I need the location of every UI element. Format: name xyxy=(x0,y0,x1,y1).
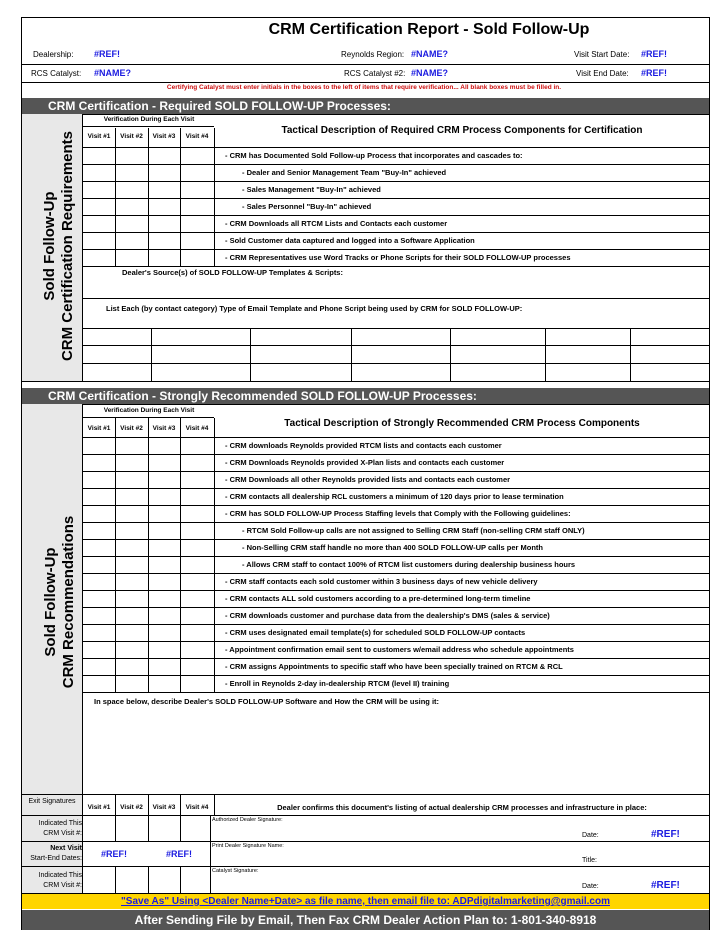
section1-item-7: - CRM Representatives use Word Tracks or Phone Scripts for their SOLD FOLLOW-UP processes xyxy=(225,253,571,262)
section1-row-1-visit-1-cell[interactable] xyxy=(83,148,115,164)
rcs-catalyst-label: RCS Catalyst: xyxy=(31,69,82,78)
section1-row-7-visit-4-cell[interactable] xyxy=(181,250,214,266)
section2-row-14-visit-1-cell[interactable] xyxy=(83,659,115,675)
section1-row-2-visit-1-cell[interactable] xyxy=(83,165,115,181)
section2-row-2-visit-4-cell[interactable] xyxy=(181,455,214,471)
section2-item-10: - CRM contacts ALL sold customers according to a pre-determined long-term timeline xyxy=(225,594,531,603)
section2-row-4-visit-3-cell[interactable] xyxy=(149,489,180,505)
fax-instruction: After Sending File by Email, Then Fax CRM Dealer Action Plan to: 1-801-340-8918 xyxy=(22,910,709,930)
section2-row-4-visit-1-cell[interactable] xyxy=(83,489,115,505)
section2-row-11-visit-1-cell[interactable] xyxy=(83,608,115,624)
section2-row-2-visit-3-cell[interactable] xyxy=(149,455,180,471)
section1-row-5-visit-4-cell[interactable] xyxy=(181,216,214,232)
indicated-visit-label-1: Indicated This CRM Visit #: xyxy=(38,820,82,837)
section1-row-4-visit-2-cell[interactable] xyxy=(116,199,148,215)
section2-row-11-visit-3-cell[interactable] xyxy=(149,608,180,624)
section2-item-8: - Allows CRM staff to contact 100% of RTCM list customers during dealership business hours xyxy=(242,560,576,569)
date-label-2: Date: xyxy=(582,883,599,890)
section1-visit2-header: Visit #2 xyxy=(120,133,143,140)
section1-row-3-visit-2-cell[interactable] xyxy=(116,182,148,198)
section2-row-6-visit-2-cell[interactable] xyxy=(116,523,148,539)
section2-row-5-visit-1-cell[interactable] xyxy=(83,506,115,522)
section1-row-7-visit-2-cell[interactable] xyxy=(116,250,148,266)
section1-side-subtitle: CRM Certification Requirements xyxy=(59,130,76,362)
section1-row-4-visit-4-cell[interactable] xyxy=(181,199,214,215)
dealership-value[interactable]: #REF! xyxy=(94,49,121,59)
section2-row-12-visit-1-cell[interactable] xyxy=(83,625,115,641)
print-dealer-label: Print Dealer Signature Name: xyxy=(212,843,284,849)
section1-row-5-visit-2-cell[interactable] xyxy=(116,216,148,232)
section2-row-14-visit-3-cell[interactable] xyxy=(149,659,180,675)
section2-row-3-visit-2-cell[interactable] xyxy=(116,472,148,488)
visit-end-label: Visit End Date: xyxy=(576,69,629,78)
section1-row-6-visit-3-cell[interactable] xyxy=(149,233,180,249)
section2-row-13-visit-4-cell[interactable] xyxy=(181,642,214,658)
warning-note: Certifying Catalyst must enter initials in the boxes to the left of items that require verification... All blank boxes must be filled in. xyxy=(166,84,562,91)
section1-item-6: - Sold Customer data captured and logged into a Software Application xyxy=(225,236,475,245)
section2-row-9-visit-1-cell[interactable] xyxy=(83,574,115,590)
section2-item-12: - CRM uses designated email template(s) for scheduled SOLD FOLLOW-UP contacts xyxy=(225,628,526,637)
section2-row-10-visit-3-cell[interactable] xyxy=(149,591,180,607)
section2-row-14-visit-4-cell[interactable] xyxy=(181,659,214,675)
dealer-confirm-text: Dealer confirms this document's listing of actual dealership CRM processes and infrastructure in place: xyxy=(277,803,647,812)
title-label: Title: xyxy=(582,857,597,864)
section1-item-2: - Dealer and Senior Management Team "Buy-In" achieved xyxy=(242,168,447,177)
section2-row-11-visit-2-cell[interactable] xyxy=(116,608,148,624)
section2-row-15-visit-3-cell[interactable] xyxy=(149,676,180,692)
section2-item-6: - RTCM Sold Follow-up calls are not assigned to Selling CRM Staff (non-selling CRM staff ONLY) xyxy=(242,526,585,535)
section2-row-9-visit-4-cell[interactable] xyxy=(181,574,214,590)
section1-row-7-visit-1-cell[interactable] xyxy=(83,250,115,266)
section2-row-6-visit-4-cell[interactable] xyxy=(181,523,214,539)
section2-row-15-visit-4-cell[interactable] xyxy=(181,676,214,692)
section1-side-title: Sold Follow-Up xyxy=(41,191,58,301)
date-value-2[interactable]: #REF! xyxy=(651,880,680,891)
dealership-label: Dealership: xyxy=(33,50,74,59)
section2-row-10-visit-2-cell[interactable] xyxy=(116,591,148,607)
section2-item-5: - CRM has SOLD FOLLOW-UP Process Staffing levels that Comply with the Following guidelines: xyxy=(225,509,571,518)
section2-row-13-visit-2-cell[interactable] xyxy=(116,642,148,658)
reynolds-region-label: Reynolds Region: xyxy=(341,50,405,59)
visit-start-label: Visit Start Date: xyxy=(574,50,630,59)
section2-describe-label: In space below, describe Dealer's SOLD FOLLOW-UP Software and How the CRM will be using it: xyxy=(94,697,440,706)
section2-band: CRM Certification - Strongly Recommended SOLD FOLLOW-UP Processes: xyxy=(22,388,709,404)
section1-row-5-visit-1-cell[interactable] xyxy=(83,216,115,232)
section2-row-1-visit-1-cell[interactable] xyxy=(83,438,115,454)
section2-row-15-visit-2-cell[interactable] xyxy=(116,676,148,692)
section2-row-3-visit-1-cell[interactable] xyxy=(83,472,115,488)
section2-row-8-visit-2-cell[interactable] xyxy=(116,557,148,573)
section1-item-4: - Sales Personnel "Buy-In" achieved xyxy=(242,202,372,211)
next-visit-label: Next Visit xyxy=(50,845,82,852)
sig-visit2-header: Visit #2 xyxy=(120,804,143,811)
section2-row-3-visit-3-cell[interactable] xyxy=(149,472,180,488)
section2-row-2-visit-1-cell[interactable] xyxy=(83,455,115,471)
section2-row-12-visit-4-cell[interactable] xyxy=(181,625,214,641)
section2-visit1-header: Visit #1 xyxy=(87,425,111,432)
section2-visit4-header: Visit #4 xyxy=(185,425,209,432)
section2-row-14-visit-2-cell[interactable] xyxy=(116,659,148,675)
section2-visit2-header: Visit #2 xyxy=(120,425,143,432)
section1-band: CRM Certification - Required SOLD FOLLOW-UP Processes: xyxy=(22,98,709,114)
authorized-signature-label: Authorized Dealer Signature: xyxy=(212,817,283,823)
section2-row-2-visit-2-cell[interactable] xyxy=(116,455,148,471)
section2-row-11-visit-4-cell[interactable] xyxy=(181,608,214,624)
section1-visit3-header: Visit #3 xyxy=(152,133,176,140)
section2-verification-header: Verification During Each Visit xyxy=(103,407,195,414)
section1-row-4-visit-1-cell[interactable] xyxy=(83,199,115,215)
section2-row-10-visit-1-cell[interactable] xyxy=(83,591,115,607)
section1-row-6-visit-1-cell[interactable] xyxy=(83,233,115,249)
section1-row-1-visit-4-cell[interactable] xyxy=(181,148,214,164)
section2-visit3-header: Visit #3 xyxy=(152,425,176,432)
save-as-instruction: "Save As" Using <Dealer Name+Date> as file name, then email file to: ADPdigitalmarketing@gmail.com xyxy=(22,894,709,909)
visit-end-value[interactable]: #REF! xyxy=(641,68,668,78)
section1-row-2-visit-3-cell[interactable] xyxy=(149,165,180,181)
section2-item-7: - Non-Selling CRM staff handle no more than 400 SOLD FOLLOW-UP calls per Month xyxy=(242,543,543,552)
section1-row-4-visit-3-cell[interactable] xyxy=(149,199,180,215)
section2-row-3-visit-4-cell[interactable] xyxy=(181,472,214,488)
section2-side-subtitle: CRM Recommendations xyxy=(60,515,77,689)
section2-item-1: - CRM downloads Reynolds provided RTCM lists and contacts each customer xyxy=(225,441,502,450)
section1-row-7-visit-3-cell[interactable] xyxy=(149,250,180,266)
section2-row-4-visit-4-cell[interactable] xyxy=(181,489,214,505)
section1-column-header: Tactical Description of Required CRM Process Components for Certification xyxy=(281,125,643,136)
section1-row-6-visit-4-cell[interactable] xyxy=(181,233,214,249)
section2-row-8-visit-1-cell[interactable] xyxy=(83,557,115,573)
section1-row-6-visit-2-cell[interactable] xyxy=(116,233,148,249)
section1-verification-header: Verification During Each Visit xyxy=(103,116,195,123)
sig-visit4-header: Visit #4 xyxy=(185,804,209,811)
section2-row-7-visit-1-cell[interactable] xyxy=(83,540,115,556)
section2-row-13-visit-1-cell[interactable] xyxy=(83,642,115,658)
section2-row-5-visit-3-cell[interactable] xyxy=(149,506,180,522)
section1-item-5: - CRM Downloads all RTCM Lists and Contacts each customer xyxy=(225,219,448,228)
section2-row-9-visit-3-cell[interactable] xyxy=(149,574,180,590)
section2-row-5-visit-4-cell[interactable] xyxy=(181,506,214,522)
next-visit-start-value[interactable]: #REF! xyxy=(101,849,128,859)
section2-row-8-visit-4-cell[interactable] xyxy=(181,557,214,573)
sig-visit3-header: Visit #3 xyxy=(152,804,176,811)
section2-row-6-visit-1-cell[interactable] xyxy=(83,523,115,539)
section1-item-1: - CRM has Documented Sold Follow-up Process that incorporates and cascades to: xyxy=(225,151,523,160)
sig-visit1-header: Visit #1 xyxy=(87,804,111,811)
date-label-1: Date: xyxy=(582,832,599,839)
section1-item-3: - Sales Management "Buy-In" achieved xyxy=(242,185,381,194)
section1-row-1-visit-2-cell[interactable] xyxy=(116,148,148,164)
section1-row-3-visit-3-cell[interactable] xyxy=(149,182,180,198)
section2-side-title: Sold Follow-Up xyxy=(42,547,59,657)
visit-start-value[interactable]: #REF! xyxy=(641,49,668,59)
section2-row-1-visit-2-cell[interactable] xyxy=(116,438,148,454)
catalyst-signature-label: Catalyst Signature: xyxy=(212,868,259,874)
page-title: CRM Certification Report - Sold Follow-Up xyxy=(268,21,590,38)
section2-row-1-visit-4-cell[interactable] xyxy=(181,438,214,454)
section2-item-3: - CRM Downloads all other Reynolds provided lists and contacts each customer xyxy=(225,475,511,484)
start-end-label: Start-End Dates: xyxy=(30,855,82,862)
section2-row-8-visit-3-cell[interactable] xyxy=(149,557,180,573)
next-visit-end-value[interactable]: #REF! xyxy=(166,849,193,859)
section2-row-10-visit-4-cell[interactable] xyxy=(181,591,214,607)
section1-visit4-header: Visit #4 xyxy=(185,133,209,140)
section1-sources-label: Dealer's Source(s) of SOLD FOLLOW-UP Templates & Scripts: xyxy=(122,268,343,277)
section2-row-7-visit-4-cell[interactable] xyxy=(181,540,214,556)
section1-visit1-header: Visit #1 xyxy=(87,133,111,140)
section1-row-3-visit-4-cell[interactable] xyxy=(181,182,214,198)
section2-item-14: - CRM assigns Appointments to specific staff who have been specially trained on RTCM & RCL xyxy=(225,662,563,671)
section2-row-12-visit-2-cell[interactable] xyxy=(116,625,148,641)
section2-row-9-visit-2-cell[interactable] xyxy=(116,574,148,590)
section2-item-4: - CRM contacts all dealership RCL customers a minimum of 120 days prior to lease termination xyxy=(225,492,564,501)
section2-row-5-visit-2-cell[interactable] xyxy=(116,506,148,522)
section1-list-label: List Each (by contact category) Type of Email Template and Phone Script being used by CRM for SOLD FOLLOW-UP: xyxy=(106,304,523,313)
section2-row-6-visit-3-cell[interactable] xyxy=(149,523,180,539)
section2-row-4-visit-2-cell[interactable] xyxy=(116,489,148,505)
section2-row-13-visit-3-cell[interactable] xyxy=(149,642,180,658)
section2-item-11: - CRM downloads customer and purchase data from the dealership's DMS (sales & service) xyxy=(225,611,550,620)
rcs-catalyst2-value[interactable]: #NAME? xyxy=(411,68,449,78)
section1-row-2-visit-4-cell[interactable] xyxy=(181,165,214,181)
section1-row-2-visit-2-cell[interactable] xyxy=(116,165,148,181)
section2-item-9: - CRM staff contacts each sold customer within 3 business days of new vehicle delivery xyxy=(225,577,538,586)
section1-row-5-visit-3-cell[interactable] xyxy=(149,216,180,232)
section2-row-1-visit-3-cell[interactable] xyxy=(149,438,180,454)
section1-row-1-visit-3-cell[interactable] xyxy=(149,148,180,164)
section2-item-15: - Enroll in Reynolds 2-day in-dealership RTCM (level II) training xyxy=(225,679,450,688)
date-value-1[interactable]: #REF! xyxy=(651,829,680,840)
reynolds-region-value[interactable]: #NAME? xyxy=(411,49,449,59)
section1-row-3-visit-1-cell[interactable] xyxy=(83,182,115,198)
section2-row-7-visit-3-cell[interactable] xyxy=(149,540,180,556)
exit-signatures-label: Exit Signatures xyxy=(28,798,76,805)
section2-item-13: - Appointment confirmation email sent to customers w/email address who schedule appointments xyxy=(225,645,574,654)
rcs-catalyst2-label: RCS Catalyst #2: xyxy=(344,69,406,78)
section2-row-15-visit-1-cell[interactable] xyxy=(83,676,115,692)
section2-row-12-visit-3-cell[interactable] xyxy=(149,625,180,641)
indicated-visit-label-2: Indicated This CRM Visit #: xyxy=(38,872,82,889)
rcs-catalyst-value[interactable]: #NAME? xyxy=(94,68,132,78)
section2-item-2: - CRM Downloads Reynolds provided X-Plan lists and contacts each customer xyxy=(225,458,505,467)
section2-column-header: Tactical Description of Strongly Recommended CRM Process Components xyxy=(284,418,640,429)
section2-row-7-visit-2-cell[interactable] xyxy=(116,540,148,556)
